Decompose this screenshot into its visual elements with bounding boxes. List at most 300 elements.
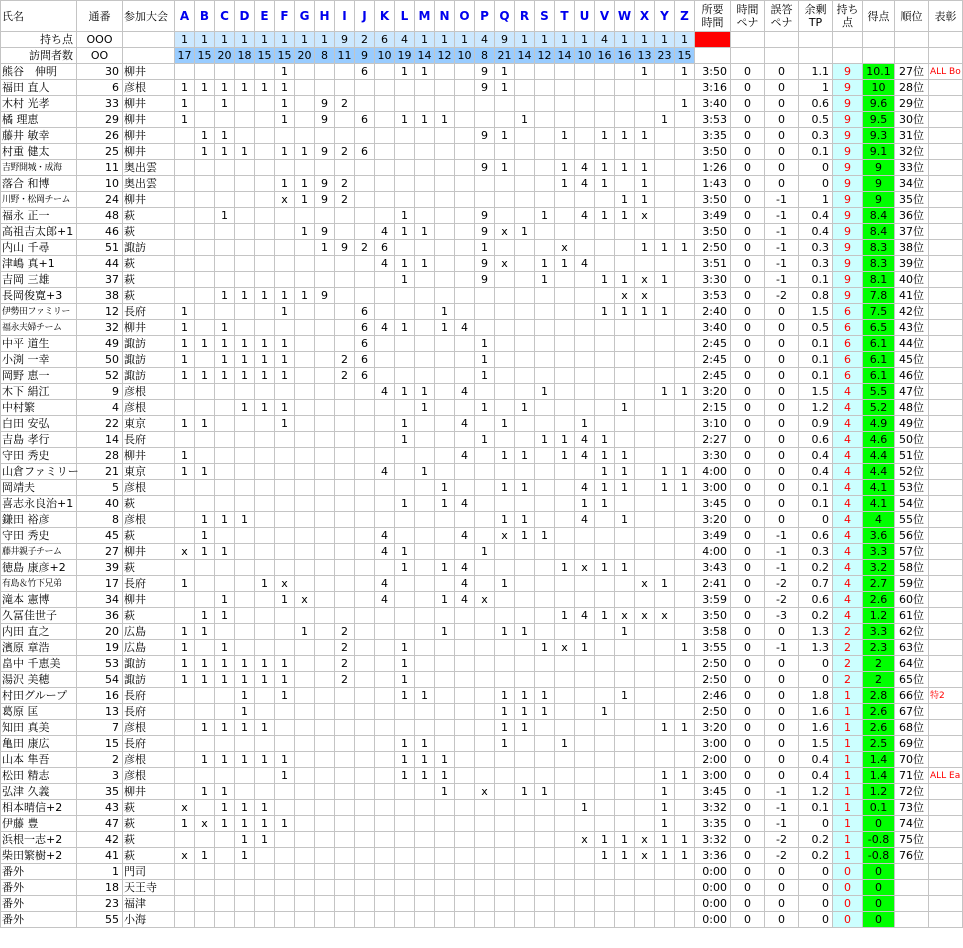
checkpoint-cell <box>375 144 395 160</box>
checkpoint-cell <box>295 880 315 896</box>
checkpoint-cell <box>195 640 215 656</box>
checkpoint-cell <box>475 880 495 896</box>
checkpoint-cell: 1 <box>595 704 615 720</box>
checkpoint-cell <box>435 704 455 720</box>
time-penalty-cell: 0 <box>731 176 765 192</box>
checkpoint-cell <box>255 848 275 864</box>
rank-cell: 28位 <box>895 80 929 96</box>
checkpoint-cell <box>375 352 395 368</box>
participant-name: 高祖吉太郎+1 <box>1 224 77 240</box>
error-penalty-cell: 0 <box>765 448 799 464</box>
participant-number: 32 <box>77 320 123 336</box>
rank-cell: 64位 <box>895 656 929 672</box>
checkpoint-cell: 1 <box>535 208 555 224</box>
checkpoint-cell <box>415 672 435 688</box>
participant-event: 小海 <box>123 912 175 928</box>
checkpoint-cell: x <box>575 560 595 576</box>
checkpoint-cell <box>495 320 515 336</box>
checkpoint-cell <box>255 736 275 752</box>
checkpoint-cell <box>675 160 695 176</box>
checkpoint-cell <box>575 720 595 736</box>
score-cell: 2.6 <box>863 704 895 720</box>
checkpoint-cell <box>315 400 335 416</box>
checkpoint-cell <box>455 80 475 96</box>
visitors-value: 17 <box>175 48 195 64</box>
checkpoint-cell <box>435 512 455 528</box>
checkpoint-cell <box>275 912 295 928</box>
award-cell <box>929 384 963 400</box>
error-penalty-cell: 0 <box>765 912 799 928</box>
participant-name: 守田 秀史 <box>1 448 77 464</box>
checkpoint-cell <box>575 848 595 864</box>
checkpoint-cell <box>375 720 395 736</box>
checkpoint-cell <box>295 784 315 800</box>
checkpoint-cell <box>375 496 395 512</box>
score-cell: 1.2 <box>863 608 895 624</box>
checkpoint-cell <box>575 544 595 560</box>
spare-tp-cell: 0 <box>799 176 833 192</box>
checkpoint-cell <box>475 752 495 768</box>
checkpoint-cell <box>535 656 555 672</box>
checkpoint-cell <box>395 128 415 144</box>
header-checkpoint-b: B <box>195 1 215 32</box>
checkpoint-cell <box>215 448 235 464</box>
checkpoint-cell <box>175 224 195 240</box>
table-row <box>1 192 963 208</box>
visitors-value: 15 <box>275 48 295 64</box>
checkpoint-cell <box>635 224 655 240</box>
participant-number: 4 <box>77 400 123 416</box>
points-number: OOO <box>77 32 123 48</box>
participant-event: 柳井 <box>123 592 175 608</box>
header-name: 氏名 <box>1 1 77 32</box>
checkpoint-cell <box>675 320 695 336</box>
time-cell: 3:30 <box>695 448 731 464</box>
checkpoint-cell <box>635 784 655 800</box>
checkpoint-cell: 1 <box>495 416 515 432</box>
checkpoint-cell <box>235 592 255 608</box>
table-row <box>1 112 963 128</box>
table-row <box>1 240 963 256</box>
checkpoint-cell <box>675 352 695 368</box>
award-cell <box>929 592 963 608</box>
checkpoint-cell: 1 <box>215 656 235 672</box>
checkpoint-cell: 2 <box>335 656 355 672</box>
participant-name: 吉岡 三雄 <box>1 272 77 288</box>
header-checkpoint-u: U <box>575 1 595 32</box>
checkpoint-cell: 1 <box>595 464 615 480</box>
checkpoint-cell: 1 <box>635 160 655 176</box>
checkpoint-cell <box>655 592 675 608</box>
checkpoint-cell <box>335 400 355 416</box>
award-cell <box>929 96 963 112</box>
checkpoint-cell: 9 <box>315 192 335 208</box>
checkpoint-cell <box>335 208 355 224</box>
table-row <box>1 672 963 688</box>
participant-event: 長府 <box>123 304 175 320</box>
participant-event: 柳井 <box>123 448 175 464</box>
spare-tp-cell: 0.6 <box>799 592 833 608</box>
checkpoint-cell <box>315 304 335 320</box>
checkpoint-cell <box>475 288 495 304</box>
time-penalty-cell: 0 <box>731 96 765 112</box>
checkpoint-cell <box>675 672 695 688</box>
empty-cell <box>765 32 799 48</box>
award-cell <box>929 480 963 496</box>
checkpoint-cell <box>635 480 655 496</box>
checkpoint-cell <box>515 288 535 304</box>
header-checkpoint-i: I <box>335 1 355 32</box>
checkpoint-cell <box>395 704 415 720</box>
spare-tp-cell: 0.4 <box>799 752 833 768</box>
checkpoint-cell: 1 <box>495 480 515 496</box>
score-cell: 1.4 <box>863 768 895 784</box>
checkpoint-cell <box>535 880 555 896</box>
checkpoint-cell: 1 <box>275 336 295 352</box>
checkpoint-cell <box>675 272 695 288</box>
checkpoint-cell <box>315 384 335 400</box>
score-cell: 8.3 <box>863 256 895 272</box>
checkpoint-cell <box>255 160 275 176</box>
checkpoint-cell <box>215 176 235 192</box>
table-row <box>1 256 963 272</box>
header-checkpoint-a: A <box>175 1 195 32</box>
score-cell: 10 <box>863 80 895 96</box>
spare-tp-cell: 0 <box>799 656 833 672</box>
checkpoint-cell <box>235 496 255 512</box>
table-row <box>1 464 963 480</box>
participant-number: 30 <box>77 64 123 80</box>
checkpoint-cell <box>195 576 215 592</box>
error-penalty-cell: -1 <box>765 784 799 800</box>
checkpoint-cell: 1 <box>235 720 255 736</box>
checkpoint-cell <box>315 256 335 272</box>
checkpoint-cell <box>635 464 655 480</box>
checkpoint-cell <box>455 880 475 896</box>
checkpoint-cell <box>255 96 275 112</box>
visitors-value: 8 <box>475 48 495 64</box>
mochi-cell: 2 <box>833 672 863 688</box>
participant-event: 彦根 <box>123 384 175 400</box>
checkpoint-cell <box>295 720 315 736</box>
time-cell: 3:00 <box>695 736 731 752</box>
time-penalty-cell: 0 <box>731 304 765 320</box>
score-cell: 10.1 <box>863 64 895 80</box>
points-value: 4 <box>595 32 615 48</box>
time-cell: 3:49 <box>695 208 731 224</box>
checkpoint-cell <box>295 480 315 496</box>
participant-name: 浜根一志+2 <box>1 832 77 848</box>
checkpoint-cell <box>215 272 235 288</box>
checkpoint-cell: 1 <box>275 80 295 96</box>
checkpoint-cell: 1 <box>195 608 215 624</box>
time-cell: 3:49 <box>695 528 731 544</box>
checkpoint-cell <box>675 224 695 240</box>
time-cell: 3:32 <box>695 832 731 848</box>
checkpoint-cell <box>615 352 635 368</box>
award-cell <box>929 192 963 208</box>
checkpoint-cell <box>535 848 555 864</box>
checkpoint-cell <box>335 736 355 752</box>
checkpoint-cell: 1 <box>275 752 295 768</box>
checkpoint-cell <box>515 592 535 608</box>
checkpoint-cell <box>675 208 695 224</box>
checkpoint-cell <box>435 688 455 704</box>
checkpoint-cell: 1 <box>255 656 275 672</box>
time-cell: 3:20 <box>695 512 731 528</box>
time-cell: 0:00 <box>695 880 731 896</box>
checkpoint-cell: 1 <box>475 352 495 368</box>
checkpoint-cell <box>555 656 575 672</box>
time-cell: 2:50 <box>695 656 731 672</box>
checkpoint-cell <box>215 560 235 576</box>
checkpoint-cell <box>555 144 575 160</box>
checkpoint-cell <box>475 112 495 128</box>
checkpoint-cell: 9 <box>475 160 495 176</box>
checkpoint-cell <box>375 192 395 208</box>
time-cell: 3:45 <box>695 496 731 512</box>
checkpoint-cell <box>395 528 415 544</box>
checkpoint-cell: 1 <box>275 144 295 160</box>
checkpoint-cell <box>555 784 575 800</box>
checkpoint-cell: 1 <box>435 320 455 336</box>
mochi-cell: 9 <box>833 176 863 192</box>
checkpoint-cell <box>315 704 335 720</box>
checkpoint-cell <box>555 752 575 768</box>
checkpoint-cell <box>575 336 595 352</box>
error-penalty-cell: 0 <box>765 112 799 128</box>
checkpoint-cell <box>455 240 475 256</box>
checkpoint-cell: 1 <box>635 192 655 208</box>
time-cell: 2:00 <box>695 752 731 768</box>
checkpoint-cell: 4 <box>455 528 475 544</box>
checkpoint-cell <box>315 688 335 704</box>
checkpoint-cell <box>275 560 295 576</box>
checkpoint-cell <box>215 736 235 752</box>
checkpoint-cell <box>515 496 535 512</box>
checkpoint-cell <box>375 832 395 848</box>
checkpoint-cell <box>575 704 595 720</box>
visitors-value: 15 <box>675 48 695 64</box>
checkpoint-cell: 1 <box>275 288 295 304</box>
checkpoint-cell: x <box>495 256 515 272</box>
visitors-value: 15 <box>195 48 215 64</box>
checkpoint-cell <box>355 528 375 544</box>
error-penalty-cell: -1 <box>765 256 799 272</box>
participant-number: 47 <box>77 816 123 832</box>
checkpoint-cell <box>555 272 575 288</box>
checkpoint-cell <box>635 704 655 720</box>
participant-event: 柳井 <box>123 96 175 112</box>
checkpoint-cell: 1 <box>495 128 515 144</box>
checkpoint-cell: 1 <box>175 368 195 384</box>
checkpoint-cell <box>235 128 255 144</box>
time-cell: 3:50 <box>695 192 731 208</box>
checkpoint-cell: 1 <box>655 272 675 288</box>
checkpoint-cell <box>395 176 415 192</box>
score-cell: 4.9 <box>863 416 895 432</box>
time-cell: 3:53 <box>695 288 731 304</box>
checkpoint-cell <box>615 320 635 336</box>
score-cell: 4.4 <box>863 464 895 480</box>
table-row <box>1 640 963 656</box>
checkpoint-cell <box>495 640 515 656</box>
checkpoint-cell <box>235 112 255 128</box>
rank-cell: 62位 <box>895 624 929 640</box>
checkpoint-cell <box>295 864 315 880</box>
checkpoint-cell <box>535 816 555 832</box>
checkpoint-cell: 1 <box>435 560 455 576</box>
mochi-cell: 9 <box>833 160 863 176</box>
checkpoint-cell <box>555 368 575 384</box>
error-penalty-cell: 0 <box>765 336 799 352</box>
checkpoint-cell <box>435 144 455 160</box>
checkpoint-cell <box>675 528 695 544</box>
rank-cell: 44位 <box>895 336 929 352</box>
checkpoint-cell: 1 <box>235 752 255 768</box>
checkpoint-cell <box>255 144 275 160</box>
participant-number: 22 <box>77 416 123 432</box>
checkpoint-cell <box>295 512 315 528</box>
checkpoint-cell <box>555 592 575 608</box>
checkpoint-cell <box>255 704 275 720</box>
checkpoint-cell <box>575 320 595 336</box>
checkpoint-cell <box>535 800 555 816</box>
checkpoint-cell: 1 <box>395 320 415 336</box>
checkpoint-cell <box>375 368 395 384</box>
checkpoint-cell <box>355 416 375 432</box>
checkpoint-cell <box>535 160 555 176</box>
award-cell <box>929 448 963 464</box>
checkpoint-cell: x <box>635 608 655 624</box>
checkpoint-cell <box>635 432 655 448</box>
checkpoint-cell <box>415 432 435 448</box>
checkpoint-cell <box>395 336 415 352</box>
checkpoint-cell: 1 <box>415 752 435 768</box>
checkpoint-cell <box>535 720 555 736</box>
checkpoint-cell <box>415 880 435 896</box>
checkpoint-cell: 1 <box>395 656 415 672</box>
participant-number: 40 <box>77 496 123 512</box>
checkpoint-cell: x <box>655 608 675 624</box>
checkpoint-cell <box>595 112 615 128</box>
points-value: 1 <box>175 32 195 48</box>
checkpoint-cell <box>375 64 395 80</box>
checkpoint-cell <box>335 64 355 80</box>
table-row <box>1 736 963 752</box>
mochi-cell: 1 <box>833 704 863 720</box>
mochi-cell: 9 <box>833 64 863 80</box>
participant-event: 柳井 <box>123 544 175 560</box>
checkpoint-cell <box>675 176 695 192</box>
checkpoint-cell <box>235 224 255 240</box>
checkpoint-cell: 4 <box>375 224 395 240</box>
participant-event: 柳井 <box>123 320 175 336</box>
checkpoint-cell <box>595 576 615 592</box>
checkpoint-cell: 1 <box>595 560 615 576</box>
error-penalty-cell: 0 <box>765 144 799 160</box>
checkpoint-cell <box>615 176 635 192</box>
rank-cell: 31位 <box>895 128 929 144</box>
time-cell: 3:55 <box>695 640 731 656</box>
checkpoint-cell <box>575 864 595 880</box>
checkpoint-cell <box>275 736 295 752</box>
checkpoint-cell <box>335 704 355 720</box>
checkpoint-cell <box>375 608 395 624</box>
mochi-cell: 0 <box>833 912 863 928</box>
checkpoint-cell <box>475 192 495 208</box>
participant-name: 熊谷 伸明 <box>1 64 77 80</box>
error-penalty-cell: 0 <box>765 688 799 704</box>
time-penalty-cell: 0 <box>731 880 765 896</box>
error-penalty-cell: 0 <box>765 176 799 192</box>
checkpoint-cell <box>475 576 495 592</box>
error-penalty-cell: 0 <box>765 880 799 896</box>
checkpoint-cell <box>375 864 395 880</box>
checkpoint-cell <box>575 240 595 256</box>
time-penalty-cell: 0 <box>731 800 765 816</box>
checkpoint-cell <box>335 160 355 176</box>
checkpoint-cell <box>495 272 515 288</box>
checkpoint-cell <box>195 768 215 784</box>
checkpoint-cell: 1 <box>415 384 435 400</box>
checkpoint-cell <box>355 800 375 816</box>
visitors-row <box>1 48 963 64</box>
checkpoint-cell <box>515 144 535 160</box>
rank-cell: 47位 <box>895 384 929 400</box>
checkpoint-cell <box>355 752 375 768</box>
checkpoint-cell <box>195 704 215 720</box>
spare-tp-cell: 1.6 <box>799 720 833 736</box>
visitors-value: 16 <box>615 48 635 64</box>
checkpoint-cell <box>535 112 555 128</box>
checkpoint-cell <box>535 144 555 160</box>
checkpoint-cell: 1 <box>675 64 695 80</box>
time-cell: 3:50 <box>695 144 731 160</box>
checkpoint-cell <box>635 144 655 160</box>
checkpoint-cell: 1 <box>495 80 515 96</box>
checkpoint-cell <box>655 64 675 80</box>
checkpoint-cell <box>635 80 655 96</box>
spare-tp-cell: 0.1 <box>799 144 833 160</box>
participant-name: 村田グループ <box>1 688 77 704</box>
checkpoint-cell <box>635 624 655 640</box>
checkpoint-cell <box>175 176 195 192</box>
checkpoint-cell: 1 <box>395 544 415 560</box>
participant-number: 10 <box>77 176 123 192</box>
checkpoint-cell <box>455 656 475 672</box>
error-penalty-cell: 0 <box>765 432 799 448</box>
checkpoint-cell <box>215 256 235 272</box>
checkpoint-cell: 1 <box>275 400 295 416</box>
checkpoint-cell <box>195 304 215 320</box>
spare-tp-cell: 0.3 <box>799 128 833 144</box>
checkpoint-cell <box>255 592 275 608</box>
checkpoint-cell <box>395 912 415 928</box>
table-row <box>1 496 963 512</box>
time-penalty-cell: 0 <box>731 576 765 592</box>
checkpoint-cell: 4 <box>375 384 395 400</box>
checkpoint-cell <box>515 752 535 768</box>
checkpoint-cell <box>615 112 635 128</box>
checkpoint-cell <box>515 384 535 400</box>
checkpoint-cell <box>235 416 255 432</box>
checkpoint-cell <box>495 656 515 672</box>
checkpoint-cell <box>255 432 275 448</box>
checkpoint-cell: 9 <box>475 208 495 224</box>
participant-name: 橘 理恵 <box>1 112 77 128</box>
checkpoint-cell <box>615 640 635 656</box>
